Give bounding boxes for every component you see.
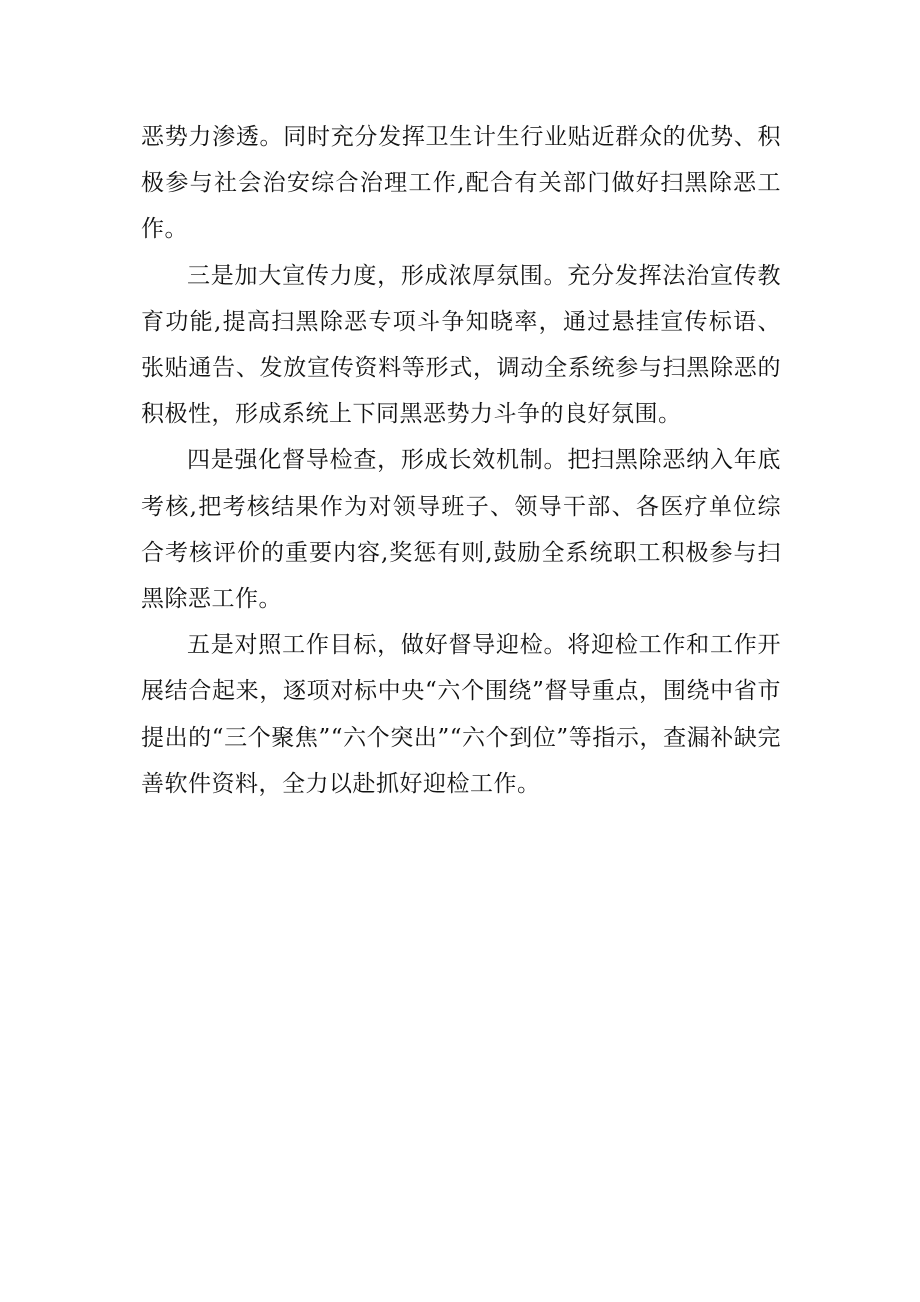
paragraph-continuation: 恶势力渗透。同时充分发挥卫生计生行业贴近群众的优势、积极参与社会治安综合治理工作,配合有关部门做好扫黑除恶工作。: [141, 124, 781, 243]
document-body: [141, 114, 781, 807]
paragraph-inspection: 五是对照工作目标，做好督导迎检。将迎检工作和工作开展结合起来，逐项对标中央“六个围绕”督导重点，围绕中省市提出的“三个聚焦”“六个突出”“六个到位”等指示，查漏补缺完善软件资料，全力以赴抓好迎检工作。: [141, 632, 781, 797]
paragraph-publicity: 三是加大宣传力度，形成浓厚氛围。充分发挥法治宣传教育功能,提高扫黑除恶专项斗争知晓率，通过悬挂宣传标语、张贴通告、发放宣传资料等形式，调动全系统参与扫黑除恶的积极性，形成系统上下同黑恶势力斗争的良好氛围。: [141, 262, 781, 428]
paragraph-supervision: 四是强化督导检查，形成长效机制。把扫黑除恶纳入年底考核,把考核结果作为对领导班子、领导干部、各医疗单位综合考核评价的重要内容,奖惩有则,鼓励全系统职工积极参与扫黑除恶工作。: [141, 447, 781, 613]
